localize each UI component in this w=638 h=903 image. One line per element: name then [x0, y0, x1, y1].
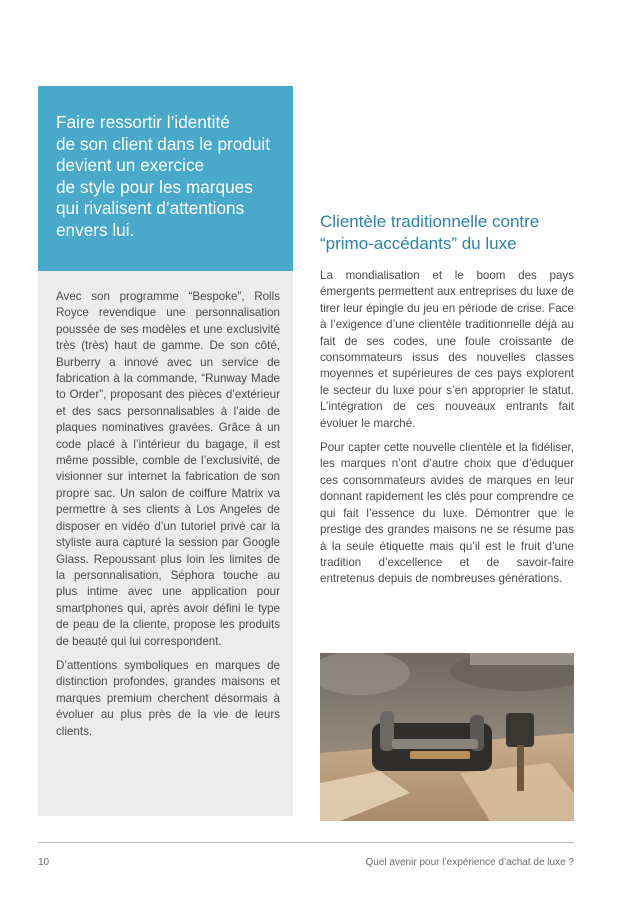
- right-paragraph: Pour capter cette nouvelle clientèle et la fidéliser, les marques n’ont d’autre choix que d’éduquer ces consommateurs avides de marques en leur donnant rapidement les clés pour comprendre ce qui fait l’essence du luxe. Démontrer que le prestige des grandes maisons ne se résume pas à la seule étiquette mais qu’il est le fruit d’une tradition d’excellence et de savoir-faire entretenus depuis de nombreuses générations.: [320, 441, 574, 586]
- craftsman-workbench-photo: [320, 653, 574, 821]
- left-paragraph: D’attentions symboliques en marques de distinction profondes, grandes maisons et marques premium cherchent désormais à évoluer au plus près de la vie de leurs clients.: [56, 658, 280, 738]
- section-title-line: “primo-accédants” du luxe: [320, 234, 517, 253]
- right-paragraph: La mondialisation et le boom des pays émergents permettent aux entreprises du luxe de tirer leur épingle du jeu en période de crise. Face à l’exigence d’une clientèle traditionnelle déjà au fait de ses codes, une foule croissante de consommateurs issus des nouvelles classes moyennes et supérieures de ces pays explorent le secteur du luxe pour s’en approprier le statut. L’intégration de ces nouveaux entrants fait évoluer le marché.: [320, 269, 574, 430]
- section-title: [320, 211, 590, 255]
- pull-quote-line: envers lui.: [56, 219, 135, 240]
- pull-quote-line: de son client dans le produit: [56, 133, 271, 154]
- left-column: [56, 289, 280, 748]
- pull-quote-line: Faire ressortir l’identité: [56, 112, 230, 132]
- left-paragraph: Avec son programme “Bespoke”, Rolls Royce revendique une personnalisation poussée de ses modèles et une exclusivité très (très) haut de gamme. De son côté, Burberry a innové avec un service de fabrication à la commande, “Runway Made to Order”, proposant des pièces d’extérieur et des sacs personnalisables à l’aide de plaques nominatives gravées. Grâce à un code placé à l’intérieur du bagage, il est même possible, comble de l’exclusivité, de visionner sur internet la fabrication de son propre sac. Un salon de coiffure Matrix va permettre à ses clients à Los Angeles de disposer en vidéo d’un tutoriel privé car la styliste aura capturé la session par Google Glass. Repoussant plus loin les limites de la personnalisation, Séphora touche au plus intime avec une application pour smartphones qui, après avoir défini le type de peau de la cliente, propose les produits de beauté qui lui correspondent.: [56, 290, 280, 648]
- pull-quote-line: de style pour les marques: [56, 176, 253, 197]
- pull-quote-line: qui rivalisent d’attentions: [56, 198, 245, 219]
- section-title-line: Clientèle traditionnelle contre: [320, 212, 540, 231]
- page-number: 10: [38, 857, 50, 868]
- footer-rule: [38, 842, 574, 843]
- pull-quote: [56, 112, 288, 242]
- right-column: [320, 268, 574, 596]
- workbench-illustration: [320, 653, 574, 821]
- footer-publication-title: Quel avenir pour l’expérience d’achat de luxe ?: [365, 857, 574, 868]
- pull-quote-line: devient un exercice: [56, 155, 205, 176]
